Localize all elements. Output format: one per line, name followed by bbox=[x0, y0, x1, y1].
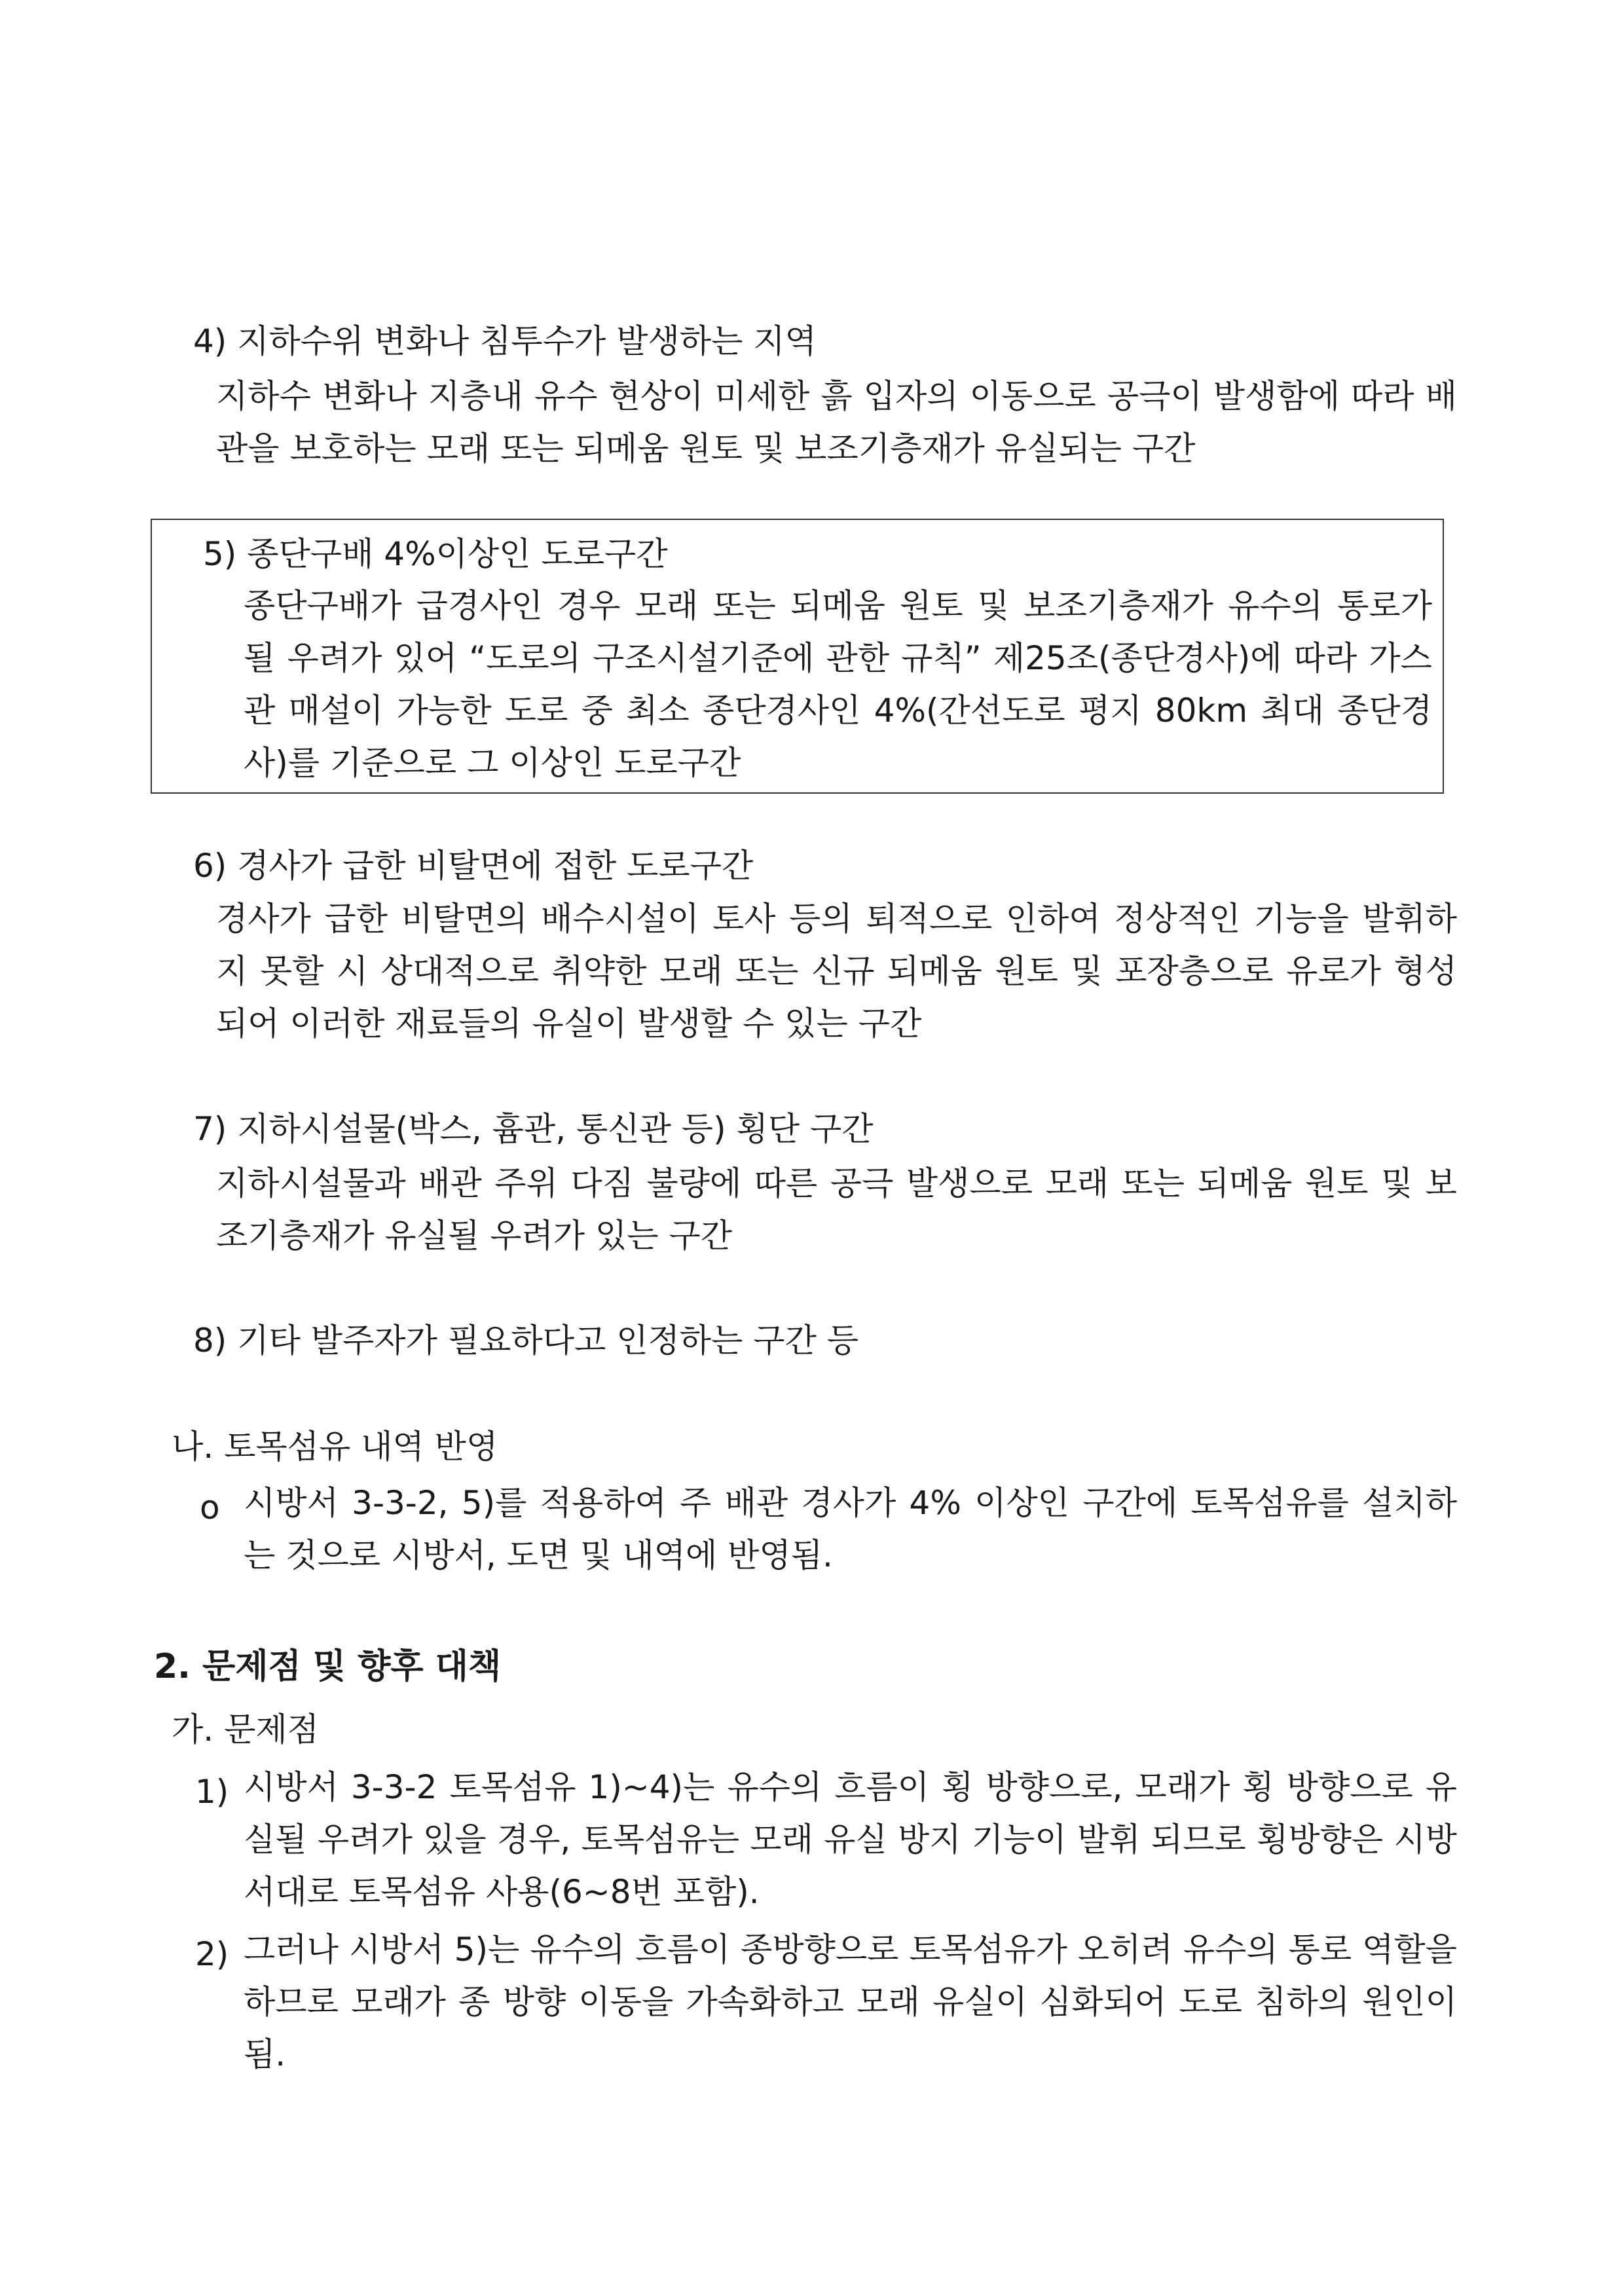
section-2-subheading-ga: 가. 문제점 bbox=[172, 1711, 319, 1749]
problem-2-number: 2) bbox=[195, 1935, 229, 1973]
section-2-heading: 2. 문제점 및 향후 대책 bbox=[154, 1647, 502, 1686]
item-5-heading: 5) 종단구배 4%이상인 도로구간 bbox=[203, 535, 668, 573]
item-7-heading: 7) 지하시설물(박스, 흄관, 통신관 등) 횡단 구간 bbox=[193, 1110, 874, 1148]
item-4-heading: 4) 지하수위 변화나 침투수가 발생하는 지역 bbox=[193, 322, 817, 360]
problem-1-text: 시방서 3-3-2 토목섬유 1)~4)는 유수의 흐름이 횡 방향으로, 모래가 횡 방향으로 유실될 우려가 있을 경우, 토목섬유는 모래 유실 방지 기능이 발휘 되므로 횡방향은 시방서대로 토목섬유 사용(6~8번 포함). bbox=[244, 1768, 1457, 1911]
section-na-bullet: o bbox=[200, 1489, 220, 1527]
item-5-body: 종단구배가 급경사인 경우 모래 또는 되메움 원토 및 보조기층재가 유수의 통로가 될 우려가 있어 “도로의 구조시설기준에 관한 규칙” 제25조(종단경사)에 따라 가스관 매설이 가능한 도로 중 최소 종단경사인 4%(간선도로 평지 80km 최대 종단경사)를 기준으로 그 이상인 도로구간 bbox=[244, 587, 1432, 782]
item-7-body: 지하시설물과 배관 주위 다짐 불량에 따른 공극 발생으로 모래 또는 되메움 원토 및 보조기층재가 유실될 우려가 있는 구간 bbox=[216, 1164, 1457, 1255]
problem-2-text: 그러나 시방서 5)는 유수의 흐름이 종방향으로 토목섬유가 오히려 유수의 통로 역할을 하므로 모래가 종 방향 이동을 가속화하고 모래 유실이 심화되어 도로 침하의 원인이 됨. bbox=[244, 1931, 1457, 2073]
problem-1-number: 1) bbox=[195, 1773, 229, 1811]
section-na-text: 시방서 3-3-2, 5)를 적용하여 주 배관 경사가 4% 이상인 구간에 토목섬유를 설치하는 것으로 시방서, 도면 및 내역에 반영됨. bbox=[244, 1484, 1457, 1574]
section-na-heading: 나. 토목섬유 내역 반영 bbox=[172, 1428, 498, 1466]
item-4-body: 지하수 변화나 지층내 유수 현상이 미세한 흙 입자의 이동으로 공극이 발생함에 따라 배관을 보호하는 모래 또는 되메움 원토 및 보조기층재가 유실되는 구간 bbox=[216, 377, 1457, 468]
item-6-heading: 6) 경사가 급한 비탈면에 접한 도로구간 bbox=[193, 847, 754, 885]
item-8-heading: 8) 기타 발주자가 필요하다고 인정하는 구간 등 bbox=[193, 1322, 859, 1360]
item-6-body: 경사가 급한 비탈면의 배수시설이 토사 등의 퇴적으로 인하여 정상적인 기능을 발휘하지 못할 시 상대적으로 취약한 모래 또는 신규 되메움 원토 및 포장층으로 유로가 형성되어 이러한 재료들의 유실이 발생할 수 있는 구간 bbox=[216, 900, 1457, 1043]
